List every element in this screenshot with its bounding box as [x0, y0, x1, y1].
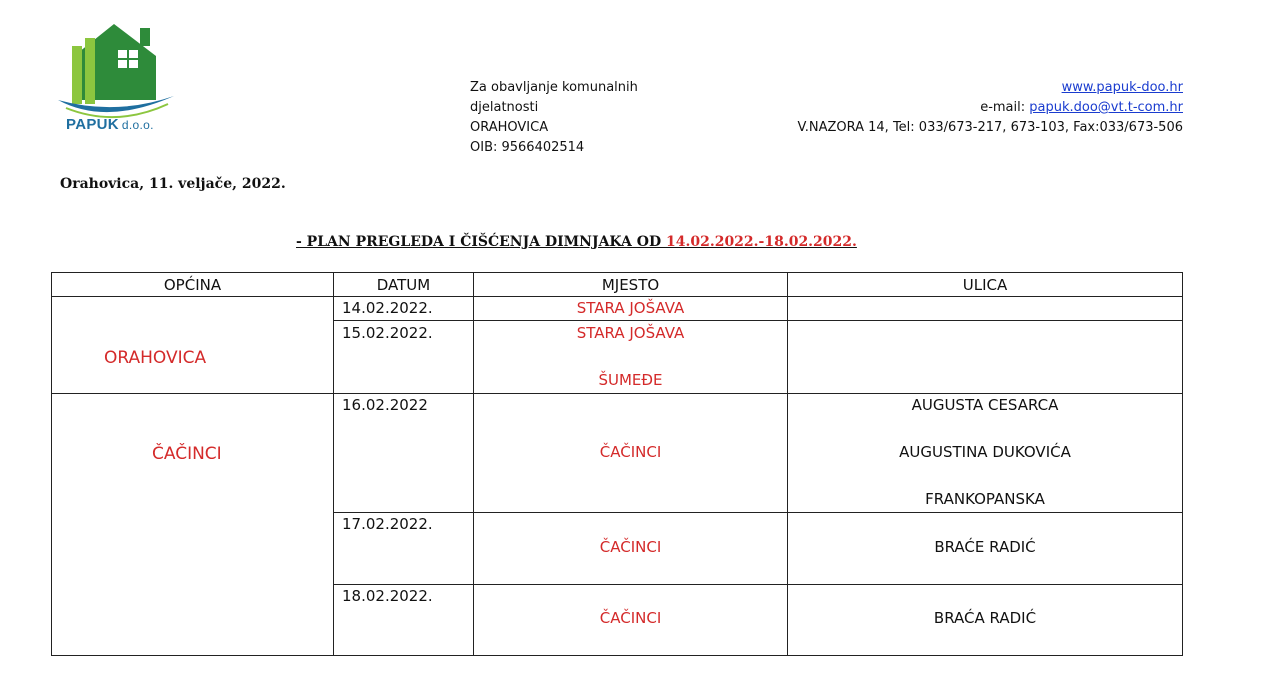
company-oib: OIB: 9566402514: [470, 140, 585, 155]
row4-datum: 17.02.2022.: [342, 515, 433, 533]
row2-datum: 15.02.2022.: [342, 324, 433, 342]
opcina-orahovica: ORAHOVICA: [104, 348, 207, 368]
logo-suffix: d.o.o.: [121, 118, 154, 132]
row3-datum: 16.02.2022: [342, 396, 428, 414]
row4-ulica: BRAĆE RADIĆ: [934, 538, 1036, 556]
company-line-3: ORAHOVICA: [470, 120, 549, 135]
company-line-2: djelatnosti: [470, 100, 539, 115]
plan-title-text: - PLAN PREGLEDA I ČIŠĆENJA DIMNJAKA OD: [296, 234, 666, 250]
row3-mjesto: ČAČINCI: [599, 443, 662, 461]
row3-ulica-1: AUGUSTA CESARCA: [911, 396, 1059, 414]
email-link[interactable]: papuk.doo@vt.t-com.hr: [1029, 100, 1183, 115]
website-link[interactable]: www.papuk-doo.hr: [1061, 80, 1183, 95]
row5-datum: 18.02.2022.: [342, 587, 433, 605]
row2-mjesto-2: ŠUMEĐE: [598, 371, 663, 389]
document-date: Orahovica, 11. veljače, 2022.: [60, 176, 286, 192]
email-label: e-mail:: [980, 100, 1030, 115]
row4-mjesto: ČAČINCI: [599, 538, 662, 556]
row5-ulica: BRAĆA RADIĆ: [933, 609, 1037, 627]
logo-wordmark: [66, 116, 154, 133]
row1-mjesto: STARA JOŠAVA: [576, 299, 685, 317]
address-line: V.NAZORA 14, Tel: 033/673-217, 673-103, Fax:033/673-506: [797, 120, 1183, 135]
row3-ulica-2: AUGUSTINA DUKOVIĆA: [899, 443, 1071, 461]
header-opcina: OPĆINA: [163, 276, 222, 294]
row3-ulica-3: FRANKOPANSKA: [925, 490, 1045, 508]
plan-title: [296, 234, 857, 250]
plan-period: 14.02.2022.-18.02.2022.: [665, 234, 857, 250]
header-mjesto: MJESTO: [601, 276, 660, 294]
header-datum: DATUM: [376, 276, 431, 294]
company-line-1: Za obavljanje komunalnih: [470, 80, 638, 95]
row2-mjesto: STARA JOŠAVA: [576, 324, 685, 342]
company-info: [470, 78, 638, 158]
row5-mjesto: ČAČINCI: [599, 609, 662, 627]
row1-datum: 14.02.2022.: [342, 299, 433, 317]
opcina-cacinci: ČAČINCI: [152, 444, 222, 464]
header-ulica: ULICA: [962, 276, 1008, 294]
logo-name: PAPUK: [66, 116, 119, 133]
contact-info: [798, 78, 1184, 138]
